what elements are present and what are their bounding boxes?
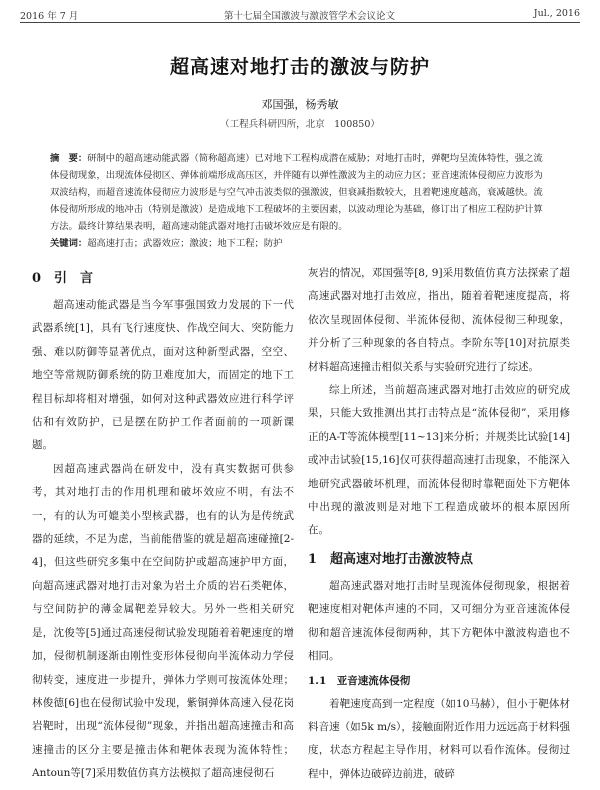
subsection-heading-subsonic: 1.1 亚音速流体侵彻 (308, 674, 411, 687)
keywords-text: 超高速打击；武器效应；激波；地下工程；防护 (87, 238, 283, 249)
abstract (50, 150, 550, 235)
section-heading-intro: 0 引 言 (32, 271, 94, 286)
paper-affiliation: （工程兵科研四所，北京 100850） (220, 119, 380, 130)
paper-title: 超高速对地打击的激波与防护 (169, 56, 430, 78)
abstract-text: 研制中的超高速动能武器（简称超高速）已对地下工程构成潜在威胁；对地打击时，弹靶均呈流体特性，强之流体侵彻现象，出现流体侵彻区、弹体前端形成高压区，并伴随有以弹性激波为主的动应力区；亚音速流体侵彻应力波形为双波结构，而超音速流体侵彻应力波形是与空气冲击波类似的强激波，但衰减指数较大，且着靶速度越高，衰减越快。流体侵彻所形成的地冲击（特别是激波）是造成地下工程破坏的主要因素，以波动理论为基础，修订出了相应工程防护计算方法。最终计算结果表明，超高速动能武器对地打击破坏效应是有限的。 (50, 153, 543, 232)
paper-authors: 邓国强，杨秀敏 (261, 98, 339, 111)
header-date: 2016 年 7 月 (20, 11, 79, 22)
keywords-label: 关键词： (50, 238, 88, 249)
keywords (50, 235, 550, 249)
paragraph: 着靶速度高到一定程度（如10马赫），但小于靶体材料音速（如5k m/s），接触面附近作用力远远高于材料强度，状态方程起主导作用，材料可以看作流体。侵彻过程中，弹体边破碎边前进，破碎 (308, 697, 570, 780)
running-header (20, 6, 580, 23)
header-date-en: Jul., 2016 (533, 8, 580, 19)
paragraph: 因超高速武器尚在研发中，没有真实数据可供参考，其对地打击的作用机理和破坏效应不明，有法不一，有的认为可媲美小型核武器，也有的认为是传统武器的延续，不足为虑，当前能借鉴的就是超高速碰撞[2-4]，但这些研究多集中在空间防护或超高速护甲方面，向超高速武器对地打击对象为岩土介质的岩石类靶体，与空间防护的薄金属靶差异较大。另外一些相关研究是，沈俊等[5]通过高速侵彻试验发现随着着靶速度的增加，侵彻机制逐渐由刚性变形体侵彻向半流体动力学侵彻转变，速度进一步提升，弹体力学则可按流体处理；林俊德[6]也在侵彻试验中发现，紫铜弹体高速入侵花岗岩靶时，出现“流体侵彻”现象，并指出超高速撞击和高速撞击的区分主要是撞击体和靶体表现为流体特性；Antoun等[7]采用数值仿真方法模拟了超高速侵彻石 (32, 462, 294, 780)
abstract-label: 摘 要： (50, 153, 88, 164)
paragraph: 超高速动能武器是当今军事强国致力发展的下一代武器系统[1]，具有飞行速度快、作战空间大、突防能力强、难以防御等显著优点，面对这种新型武器，空空、地空等常规防御系统的防卫难度加大，而固定的地下工程目标却将相对增强，如何对这种武器效应进行科学评估和有效防护，已是摆在防护工作者面前的一项新课题。 (32, 299, 294, 452)
left-column (32, 262, 294, 786)
section-heading-shockwave: 1 超高速对地打击激波特点 (308, 551, 474, 567)
paragraph: 超高速武器对地打击时呈现流体侵彻现象，根据着靶速度相对靶体声速的不同，又可细分为亚音速流体侵彻和超音速流体侵彻两种，其下方靶体中激波构造也不相同。 (308, 579, 570, 663)
paragraph: 灰岩的情况，邓国强等[8, 9]采用数值仿真方法探索了超高速武器对地打击效应，指出，随着着靶速度提高，将依次呈现固体侵彻、半流体侵彻、流体侵彻三种现象，并分析了三种现象的各自特点。李阶东等[10]对抗原类材料超高速撞击相似关系与实验研究进行了综述。 (308, 267, 570, 373)
header-conference: 第十七届全国激波与激波管学术会议论文 (224, 11, 396, 22)
paragraph: 综上所述，当前超高速武器对地打击效应的研究成果，只能大致推测出其打击特点是“流体侵彻”，采用修正的A-T等流体模型[11~13]来分析；并规类比试验[14]或冲击试验[15,16]仅可获得超高速打击现象，不能深入地研究武器破坏机理，而流体侵彻时靠靶面处下方靶体中出现的激波则是对地下工程造成破坏的根本原因所在。 (308, 384, 570, 537)
right-column (308, 262, 570, 786)
